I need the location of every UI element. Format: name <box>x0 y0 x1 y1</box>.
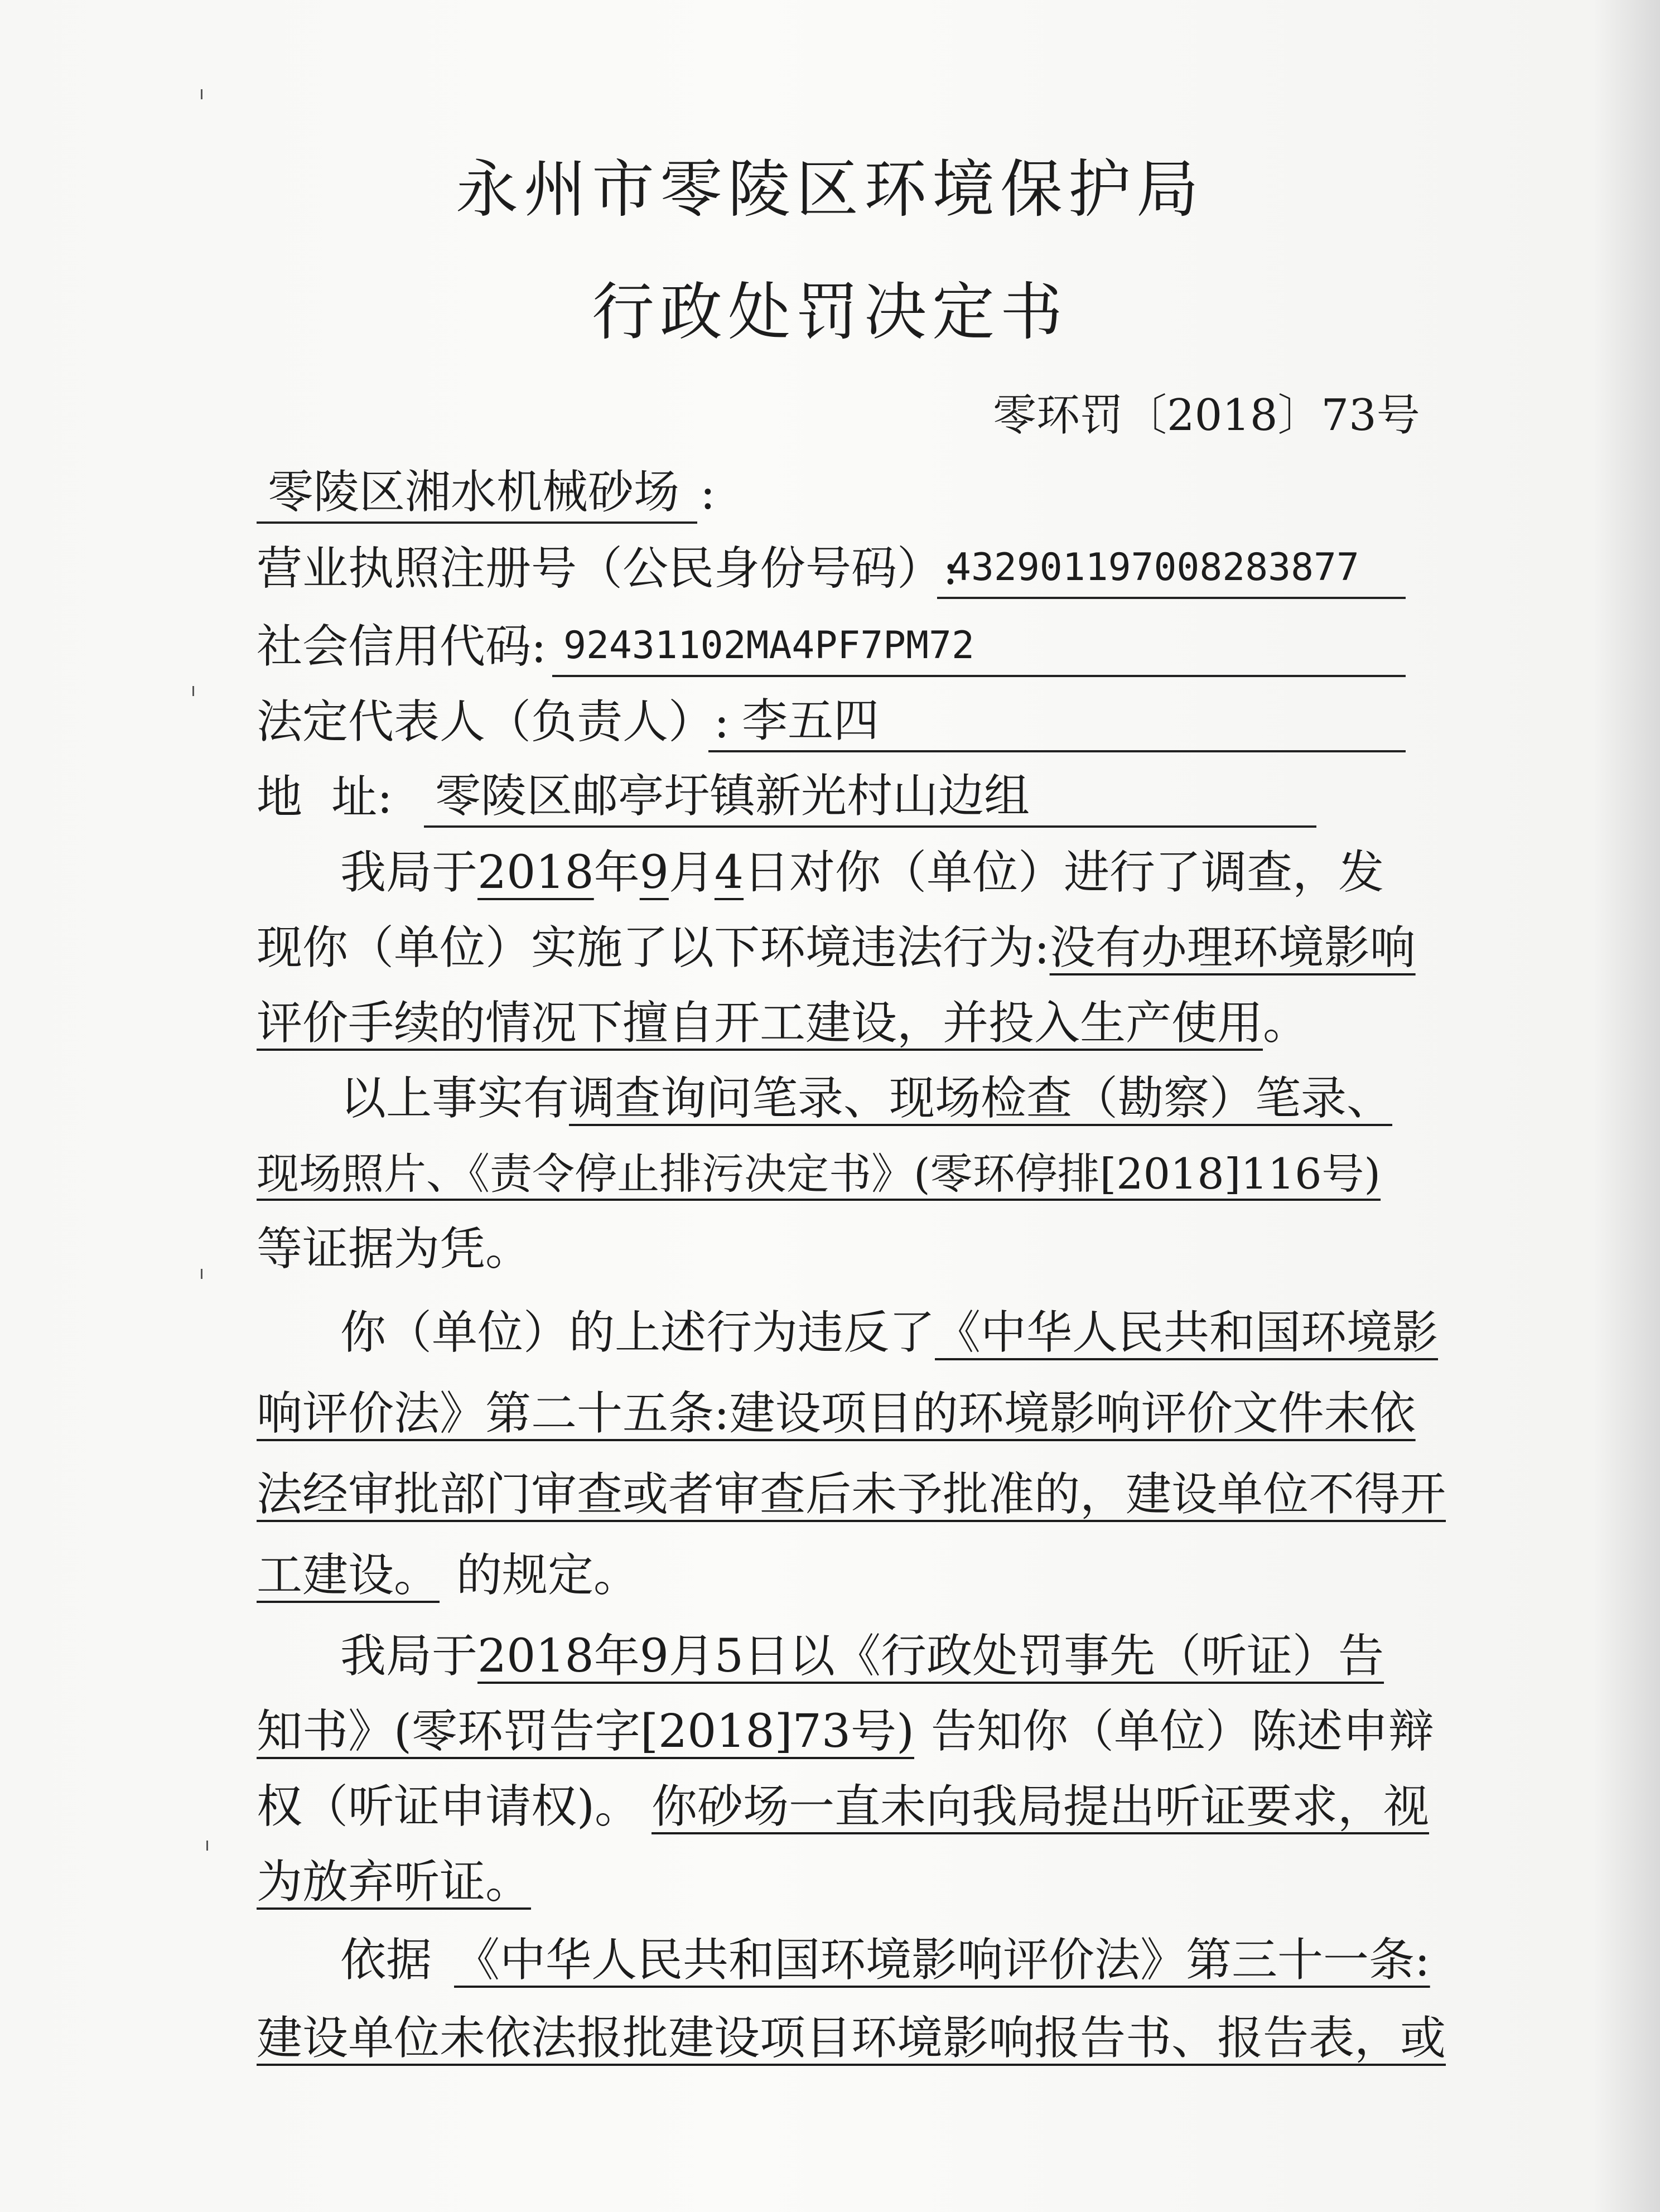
para2-line3: 等证据为凭。 <box>257 1223 532 1276</box>
para3-line4 <box>257 1545 639 1606</box>
para1-text-d: 日对你（单位）进行了调查，发 <box>744 846 1384 899</box>
law-cited-3: 法经审批部门审查或者审查后未予批准的，建设单位不得开 <box>257 1468 1446 1521</box>
para1-line2 <box>257 917 1416 979</box>
document-number: 零环罚〔2018〕73号 <box>993 390 1420 441</box>
para4-text-e: 权（听证申请权)。 <box>257 1780 640 1833</box>
para5-line1 <box>340 1930 1430 1991</box>
address-label: 地 址: <box>257 771 393 824</box>
party-name-line <box>257 466 697 524</box>
margin-mark <box>192 686 194 696</box>
legal-rep-label: 法定代表人（负责人）: <box>257 696 730 748</box>
law-cited-4: 工建设。 <box>257 1549 440 1602</box>
hearing-text-2: 为放弃听证。 <box>257 1856 532 1909</box>
para4-line2 <box>257 1701 1434 1762</box>
para4-line1 <box>340 1626 1384 1687</box>
para1-text-h: 。 <box>1263 997 1309 1050</box>
investigation-month: 9 <box>639 846 669 899</box>
legal-rep-value: 李五四 <box>742 694 880 747</box>
notice-text-1: 2018年9月5日以《行政处罚事先（听证）告 <box>477 1630 1384 1683</box>
para2-line2 <box>257 1143 1381 1205</box>
para4-line4 <box>257 1852 531 1913</box>
para4-text-a: 我局于 <box>340 1630 478 1683</box>
para3-line2 <box>257 1383 1416 1445</box>
para2-text-a: 以上事实有 <box>340 1072 570 1125</box>
para5-text-a: 依据 <box>340 1934 432 1987</box>
credit-code-line <box>552 619 1406 677</box>
legal-rep-line <box>708 694 1406 752</box>
para3-text-a: 你（单位）的上述行为违反了 <box>340 1306 935 1359</box>
agency-heading: 永州市零陵区环境保护局 <box>456 153 1204 226</box>
para4-line3 <box>257 1776 1429 1838</box>
margin-mark <box>201 89 202 99</box>
license-label: 营业执照注册号（公民身份号码）: <box>257 542 958 595</box>
para1-text-e: 现你（单位）实施了以下环境违法行为: <box>257 921 1050 974</box>
para5-line2 <box>257 2008 1446 2069</box>
para1-text-c: 月 <box>668 846 715 899</box>
law-cited-1: 《中华人民共和国环境影 <box>935 1306 1439 1359</box>
para4-text-d: 告知你（单位）陈述申辩 <box>931 1705 1435 1758</box>
address-value: 零陵区邮亭圩镇新光村山边组 <box>435 770 1030 823</box>
law-cited-2: 响评价法》第二十五条:建设项目的环境影响评价文件未依 <box>257 1387 1416 1440</box>
para3-line3 <box>257 1464 1446 1525</box>
document-title: 行政处罚决定书 <box>592 276 1068 349</box>
violation-text-1: 没有办理环境影响 <box>1049 921 1416 974</box>
evidence-text-1: 调查询问笔录、现场检查（勘察）笔录、 <box>569 1072 1393 1125</box>
credit-code-label: 社会信用代码: <box>257 620 547 673</box>
para1-text-b: 年 <box>593 846 640 899</box>
para3-text-f: 的规定。 <box>456 1549 640 1602</box>
license-value: 432901197008283877 <box>948 545 1359 590</box>
license-line <box>937 541 1406 599</box>
investigation-day: 4 <box>714 846 744 899</box>
margin-mark <box>206 1841 208 1851</box>
address-line <box>424 770 1316 828</box>
para2-line1 <box>340 1068 1392 1129</box>
para3-line1 <box>340 1302 1438 1364</box>
margin-mark <box>201 1269 202 1279</box>
penalty-law-2: 建设单位未依法报批建设项目环境影响报告书、报告表，或 <box>257 2012 1446 2065</box>
hearing-text-1: 你砂场一直未向我局提出听证要求，视 <box>652 1780 1430 1833</box>
party-name-colon: : <box>700 467 716 520</box>
evidence-text-2: 现场照片、《责令停止排污决定书》(零环停排[2018]116号) <box>257 1149 1381 1199</box>
penalty-law-1: 《中华人民共和国环境影响评价法》第三十一条: <box>454 1934 1430 1987</box>
investigation-year: 2018 <box>477 846 594 899</box>
credit-code-value: 92431102MA4PF7PM72 <box>563 624 974 668</box>
violation-text-2: 评价手续的情况下擅自开工建设，并投入生产使用 <box>257 997 1263 1050</box>
notice-text-2: 知书》(零环罚告字[2018]73号) <box>257 1705 914 1758</box>
party-name: 零陵区湘水机械砂场 <box>268 466 680 519</box>
para1-line1 <box>340 842 1384 904</box>
para1-line3 <box>257 993 1309 1054</box>
para1-text-a: 我局于 <box>340 846 478 899</box>
